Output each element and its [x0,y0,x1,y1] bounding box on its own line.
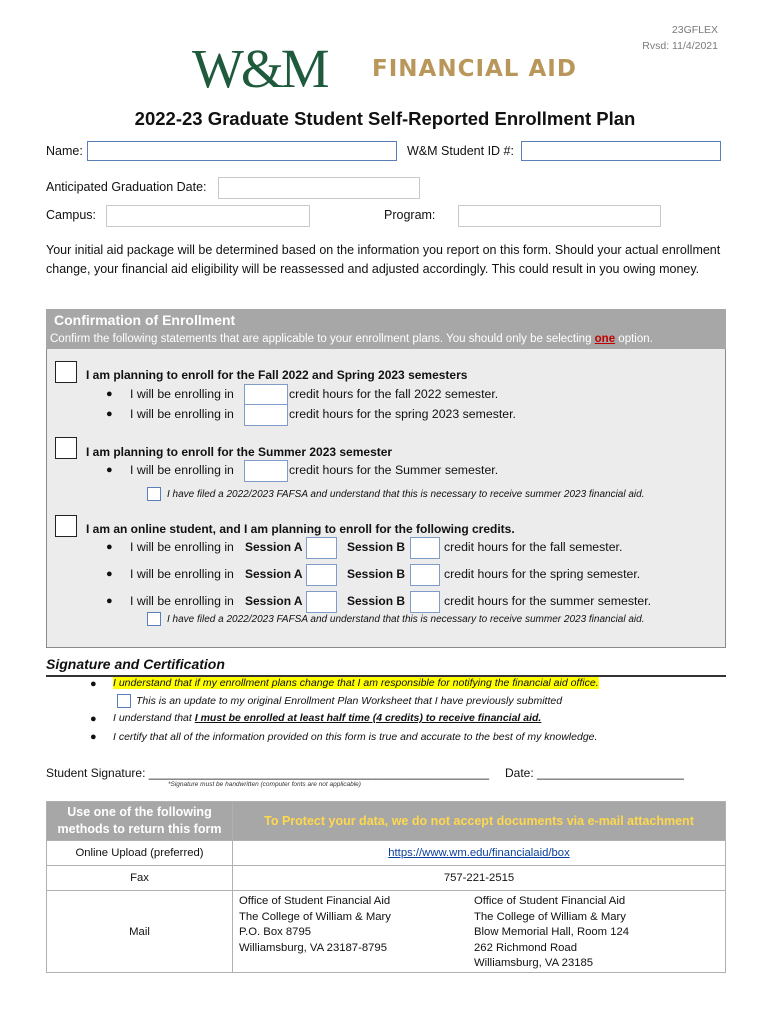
subtitle-emphasis: one [594,333,616,345]
option3-heading: I am an online student, and I am planning to enroll for the following credits. [86,522,515,536]
option3-summer-session-b-field[interactable] [410,591,440,613]
option3-spring-session-a-field[interactable] [306,564,337,586]
mail-address-2 [474,891,726,973]
bullet: ● [90,731,97,743]
option3-summer-session-a: Session A [245,594,303,608]
intro-paragraph: Your initial aid package will be determined based on the information you report on this form. Should your actual enrollment change, your financial aid eligibility will be reassessed and adjusted accordingly. This could result in you owing money. [46,243,721,276]
bullet: ● [106,464,113,476]
option3-fafsa-text: I have filed a 2022/2023 FAFSA and understand that this is necessary to receive summer 2023 financial aid. [167,614,645,625]
bullet: ● [90,678,97,690]
option3-fall-session-a-field[interactable] [306,537,337,559]
subtitle-end: option. [615,333,653,345]
date-line[interactable]: Date: ______________________ [505,766,684,780]
option3-summer-session-a-field[interactable] [306,591,337,613]
option3-summer-text: credit hours for the summer semester. [444,594,652,608]
option1-fall-text: credit hours for the fall 2022 semester. [289,387,499,401]
option3-checkbox[interactable] [55,515,77,537]
confirmation-subtitle [50,333,653,345]
option1-checkbox[interactable] [55,361,77,383]
option3-fall-session-a: Session A [245,540,303,554]
email-warning-header: To Protect your data, we do not accept documents via e-mail attachment [233,802,726,841]
mail-label: Mail [47,891,233,973]
option3-fall-session-b: Session B [347,540,406,554]
cert-3: I certify that all of the information provided on this form is true and accurate to the best of my knowledge. [113,731,598,743]
grad-date-label: Anticipated Graduation Date: [46,180,207,194]
student-signature-line[interactable]: Student Signature: ___________________________________________________ [46,766,490,780]
option1-spring-text: credit hours for the spring 2023 semester. [289,407,516,421]
student-id-label: W&M Student ID #: [407,144,514,158]
option3-fafsa-checkbox[interactable] [147,612,161,626]
name-field[interactable] [87,141,397,161]
cert-1 [113,677,599,689]
grad-date-field[interactable] [218,177,420,199]
mail2-line: 262 Richmond Road [474,941,577,954]
option1-fall-hours-field[interactable] [244,384,288,406]
option3-spring-session-b: Session B [347,567,406,581]
option2-checkbox[interactable] [55,437,77,459]
signature-note: *Signature must be handwritten (computer fonts are not applicable) [168,781,361,788]
option1-spring-enrolling: I will be enrolling in [130,407,234,421]
subtitle-text: Confirm the following statements that are applicable to your enrollment plans. You should only be selecting [50,333,595,345]
revised-date: Rvsd: 11/4/2021 [642,40,718,52]
cert-2-text: I understand that [113,712,195,724]
form-code: 23GFLEX [671,24,718,36]
cert-2-emphasis: I must be enrolled at least half time (4 credits) to receive financial aid. [194,712,542,724]
option3-fall-session-b-field[interactable] [410,537,440,559]
cert-2 [113,712,541,724]
bullet: ● [106,541,113,553]
campus-label: Campus: [46,208,97,222]
financial-aid-logo-text: FINANCIAL AID [372,56,577,82]
option2-fafsa-checkbox[interactable] [147,487,161,501]
return-methods-header: Use one of the following methods to return this form [47,802,233,841]
form-code-block [642,22,718,54]
option2-summer-text: credit hours for the Summer semester. [289,463,499,477]
bullet: ● [106,388,113,400]
program-field[interactable] [458,205,661,227]
update-checkbox[interactable] [117,694,131,708]
option3-fall-text: credit hours for the fall semester. [444,540,623,554]
mail1-line: P.O. Box 8795 [239,926,312,938]
mail1-line: The College of William & Mary [239,910,391,923]
mail1-line: Williamsburg, VA 23187-8795 [239,941,387,954]
name-label: Name: [46,144,83,158]
option3-spring-enrolling: I will be enrolling in [130,567,234,581]
mail2-line: Williamsburg, VA 23185 [474,957,594,969]
upload-link[interactable]: https://www.wm.edu/financialaid/box [388,847,570,859]
confirmation-header [46,309,726,349]
option3-spring-session-b-field[interactable] [410,564,440,586]
option3-spring-text: credit hours for the spring semester. [444,567,641,581]
confirmation-title: Confirmation of Enrollment [54,312,236,328]
bullet: ● [106,595,113,607]
option1-spring-hours-field[interactable] [244,404,288,426]
mail2-line: The College of William & Mary [474,910,626,923]
option2-enrolling: I will be enrolling in [130,463,234,477]
page-title: 2022-23 Graduate Student Self-Reported Enrollment Plan [134,108,636,129]
option1-fall-enrolling: I will be enrolling in [130,387,234,401]
option3-spring-session-a: Session A [245,567,303,581]
upload-label: Online Upload (preferred) [47,841,233,866]
cert-1-text: I understand that if my enrollment plans change that I am responsible for notifying the financial aid office. [113,677,599,689]
mail1-line: Office of Student Financial Aid [239,895,391,907]
campus-field[interactable] [106,205,310,227]
student-id-field[interactable] [521,141,721,161]
return-methods-table [46,801,726,973]
mail2-line: Office of Student Financial Aid [474,895,626,907]
option2-fafsa-text: I have filed a 2022/2023 FAFSA and understand that this is necessary to receive summer 2023 financial aid. [167,489,645,500]
bullet: ● [90,713,97,725]
option1-heading: I am planning to enroll for the Fall 2022 and Spring 2023 semesters [86,368,468,382]
bullet: ● [106,408,113,420]
option2-summer-hours-field[interactable] [244,460,288,482]
mail-address-1 [233,891,475,973]
fax-label: Fax [47,866,233,891]
option2-heading: I am planning to enroll for the Summer 2023 semester [86,445,393,459]
option3-fall-enrolling: I will be enrolling in [130,540,234,554]
mail2-line: Blow Memorial Hall, Room 124 [474,926,630,938]
program-label: Program: [384,208,436,222]
bullet: ● [106,568,113,580]
option3-summer-session-b: Session B [347,594,406,608]
fax-number: 757-221-2515 [233,866,726,891]
update-text: This is an update to my original Enrollment Plan Worksheet that I have previously submitted [136,695,563,707]
option3-summer-enrolling: I will be enrolling in [130,594,234,608]
wm-logo: W&M [192,38,327,99]
signature-heading: Signature and Certification [46,656,225,672]
